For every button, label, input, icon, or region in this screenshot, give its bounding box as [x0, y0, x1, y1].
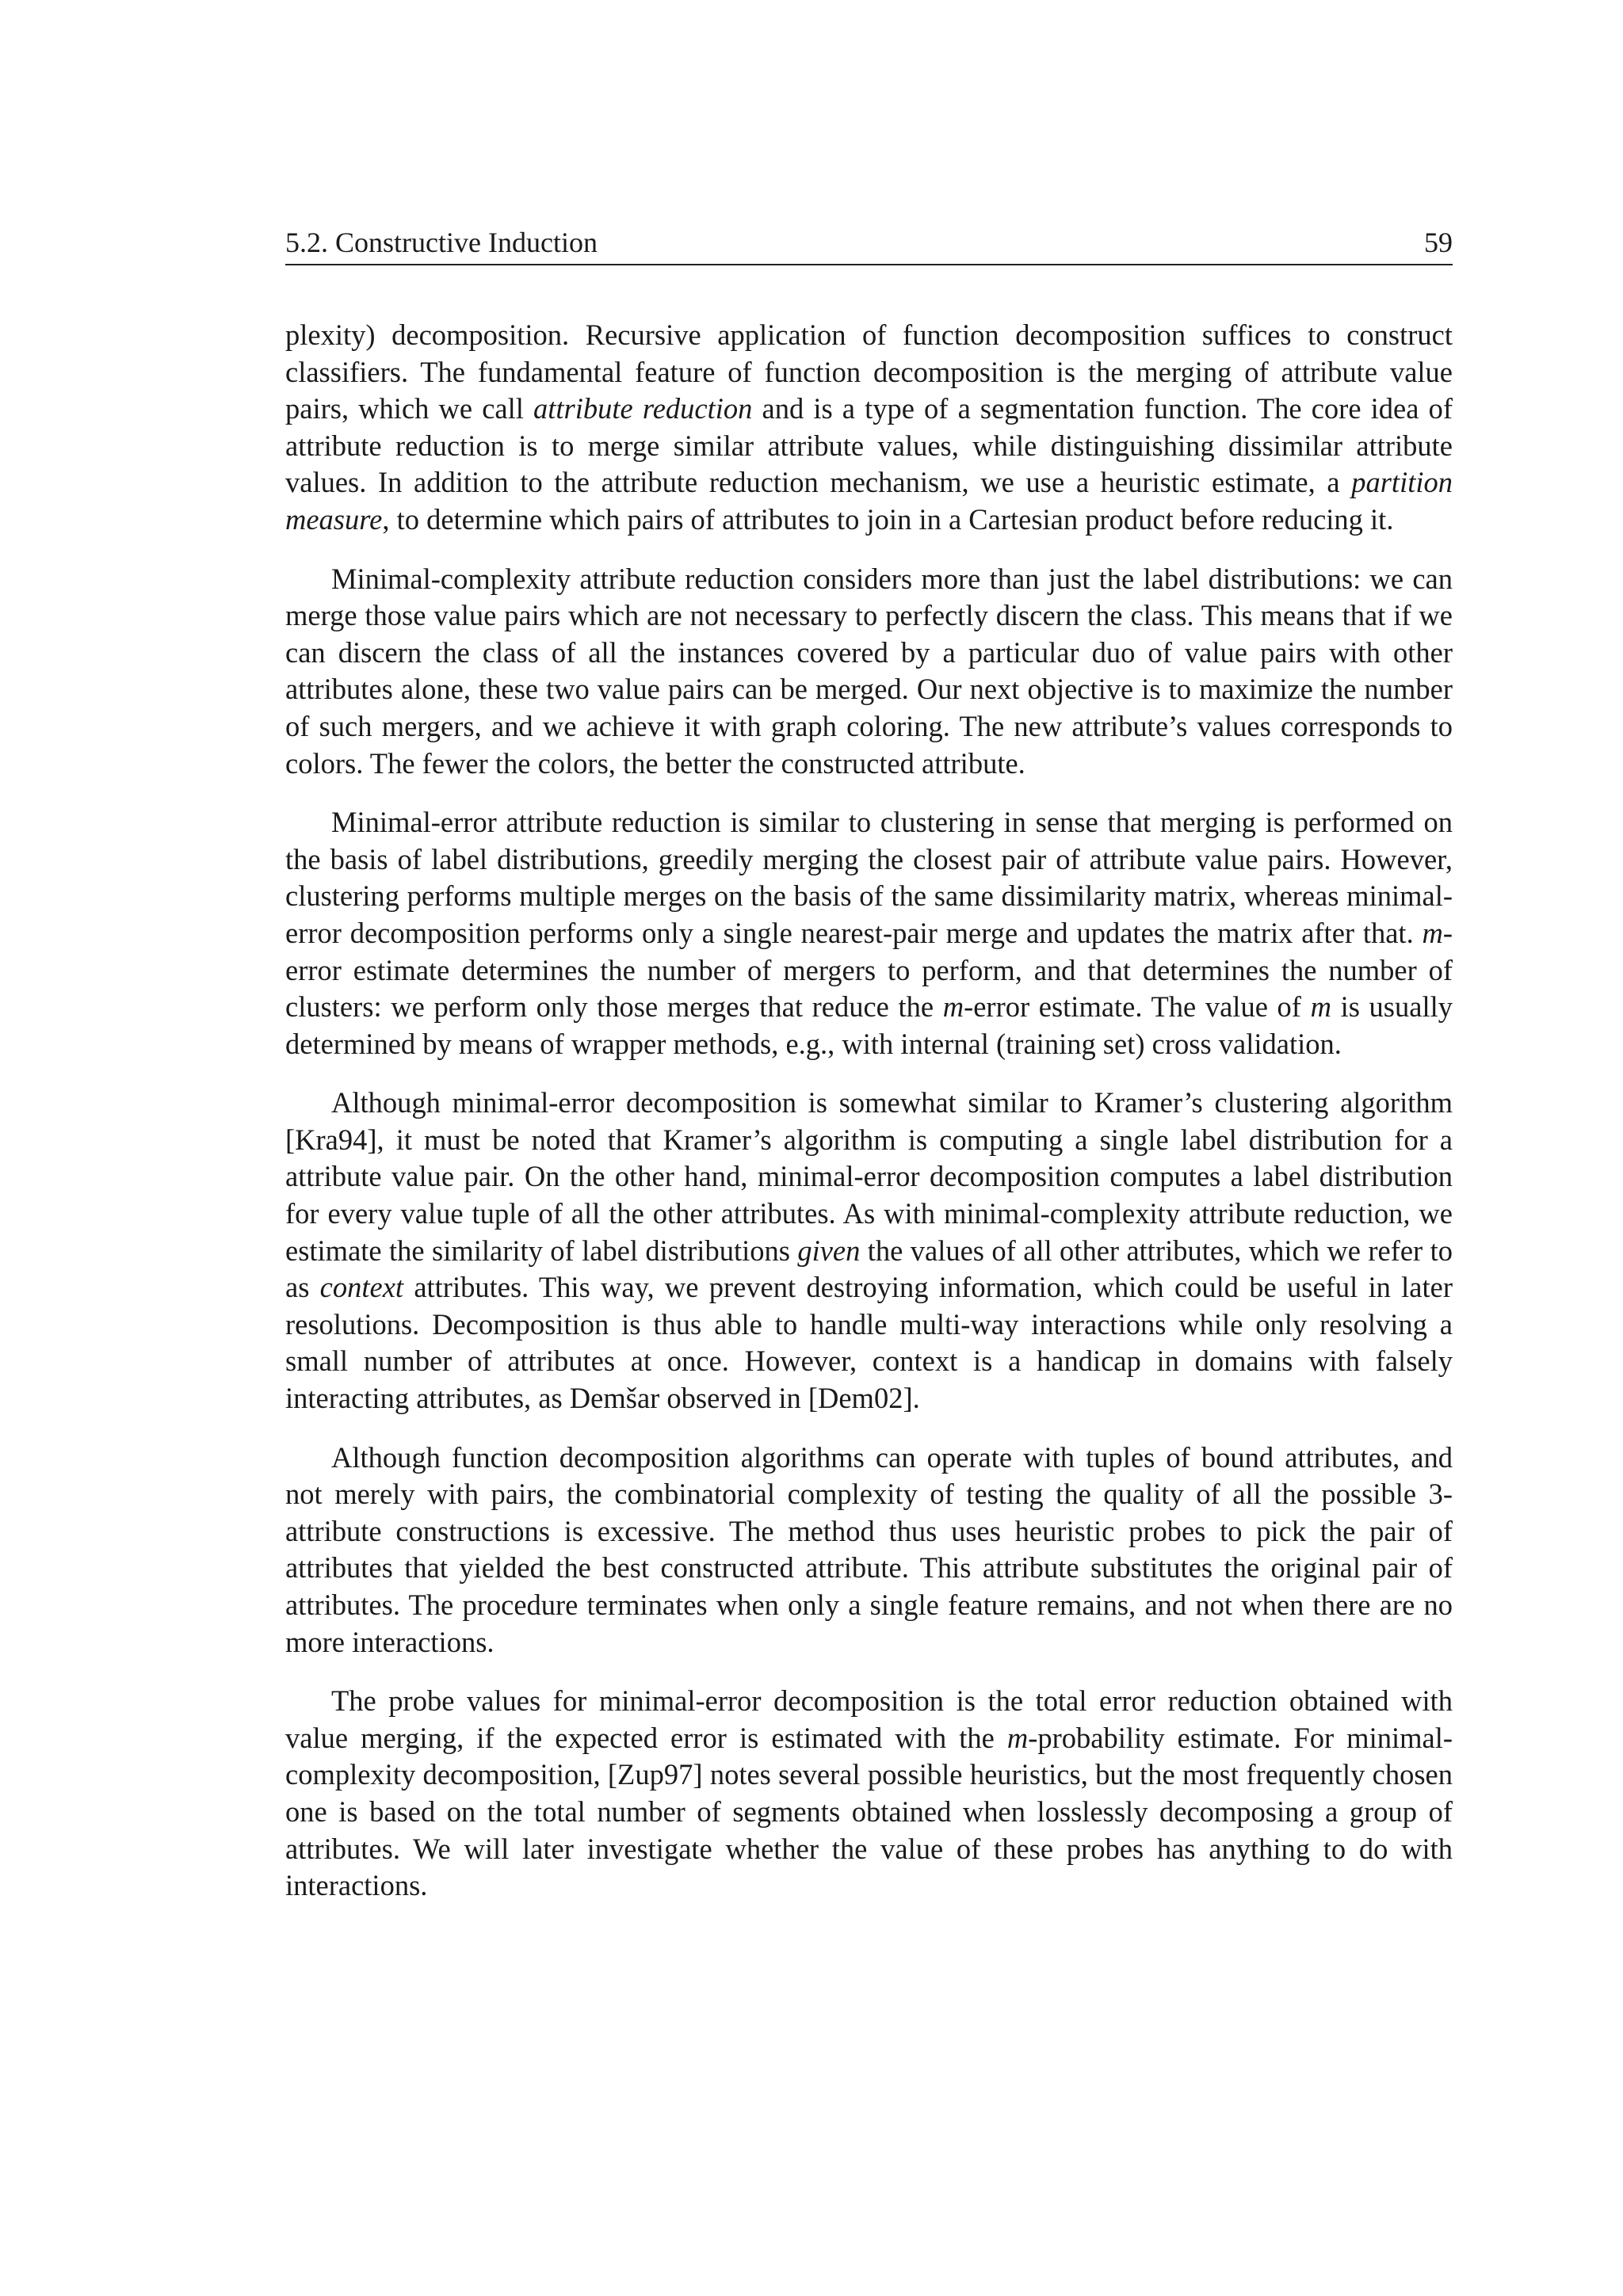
paragraph-4: [285, 1085, 1453, 1417]
paragraph-3: [285, 804, 1453, 1062]
math-variable-m: m: [1006, 1721, 1029, 1754]
paragraph-text: Although function decomposition algorithms can operate with tuples of bound attributes, and not merely with pairs, the combinatorial complexity of testing the quality of all the possible 3-attribute constructions is excessive. The method thus uses heuristic probes to pick the pair of attributes that yielded the best constructed attribute. This attribute substitutes the original pair of attributes. The procedure terminates when only a single feature remains, and not when there are no more interactions.: [285, 1440, 1453, 1658]
body-text: [285, 317, 1453, 1927]
paragraph-text: , to determine which pairs of attributes to join in a Cartesian product before reducing it.: [382, 502, 1394, 536]
paragraph-text: attributes. This way, we prevent destroying information, which could be useful in later resolutions. Decomposition is thus able to handle multi-way interactions while only resolving a small number of attributes at once. However, context is a handicap in domains with falsely interacting attributes, as Demšar observed in [Dem02].: [285, 1271, 1453, 1415]
paragraph-text: The probe values for minimal-error decomposition is the total error reduction obtained with value merging, if the expected error is estimated with the: [285, 1684, 1453, 1754]
paragraph-text: the values of all other attributes, which we refer to as: [285, 1234, 1453, 1304]
paragraph-text: Although minimal-error decomposition is somewhat similar to Kramer’s clustering algorithm [Kra94], it must be noted that Kramer’s algorithm is computing a single label distribution for a attribute value pair. On the other hand, minimal-error decomposition computes a label distribution for every value tuple of all the other attributes. As with minimal-complexity attribute reduction, we estimate the similarity of label distributions: [285, 1086, 1453, 1267]
paragraph-6: [285, 1683, 1453, 1905]
emphasis-attribute-reduction: attribute reduction: [533, 392, 753, 425]
math-variable-m: m: [942, 990, 964, 1024]
paragraph-1: [285, 317, 1453, 539]
paragraph-text: -error estimate determines the number of mergers to perform, and that determines the number of clusters: we perform only those merges that reduce the: [285, 916, 1453, 1024]
paragraph-text: Minimal-complexity attribute reduction considers more than just the label distributions: we can merge those value pairs which are not necessary to perfectly discern the class. This means that if we can discern the class of all the instances covered by a particular duo of value pairs with other attributes alone, these two value pairs can be merged. Our next objective is to maximize the number of such mergers, and we achieve it with graph coloring. The new attribute’s values corresponds to colors. The fewer the colors, the better the constructed attribute.: [285, 562, 1453, 780]
paragraph-text: and is a type of a segmentation function. The core idea of attribute reduction is to merge similar attribute values, while distinguishing dissimilar attribute values. In addition to the attribute reduction mechanism, we use a heuristic estimate, a: [285, 392, 1453, 499]
paragraph-text: Minimal-error attribute reduction is similar to clustering in sense that merging is performed on the basis of label distributions, greedily merging the closest pair of attribute value pairs. However, clustering performs multiple merges on the basis of the same dissimilarity matrix, whereas minimal-error decomposition performs only a single nearest-pair merge and updates the matrix after that.: [285, 806, 1453, 949]
paragraph-text: plexity) decomposition. Recursive application of function decomposition suffices to construct classifiers. The fundamental feature of function decomposition is the merging of attribute value pairs, which we call: [285, 318, 1453, 425]
paragraph-2: [285, 561, 1453, 783]
emphasis-partition-measure: partition measure: [285, 466, 1453, 536]
paragraph-text: -probability estimate. For minimal-complexity decomposition, [Zup97] notes several possible heuristics, but the most frequently chosen one is based on the total number of segments obtained when losslessly decomposing a group of attributes. We will later investigate whether the value of these probes has anything to do with interactions.: [285, 1721, 1453, 1902]
emphasis-context: context: [319, 1271, 404, 1304]
page-number: 59: [1424, 227, 1453, 258]
math-variable-m: m: [1422, 916, 1443, 949]
paragraph-5: [285, 1440, 1453, 1661]
paragraph-text: -error estimate. The value of: [964, 990, 1311, 1024]
emphasis-given: given: [797, 1234, 861, 1267]
paragraph-text: is usually determined by means of wrapper methods, e.g., with internal (training set) cross validation.: [285, 990, 1453, 1060]
running-header: [285, 224, 1453, 265]
section-title: 5.2. Constructive Induction: [285, 227, 598, 258]
math-variable-m: m: [1310, 990, 1331, 1024]
